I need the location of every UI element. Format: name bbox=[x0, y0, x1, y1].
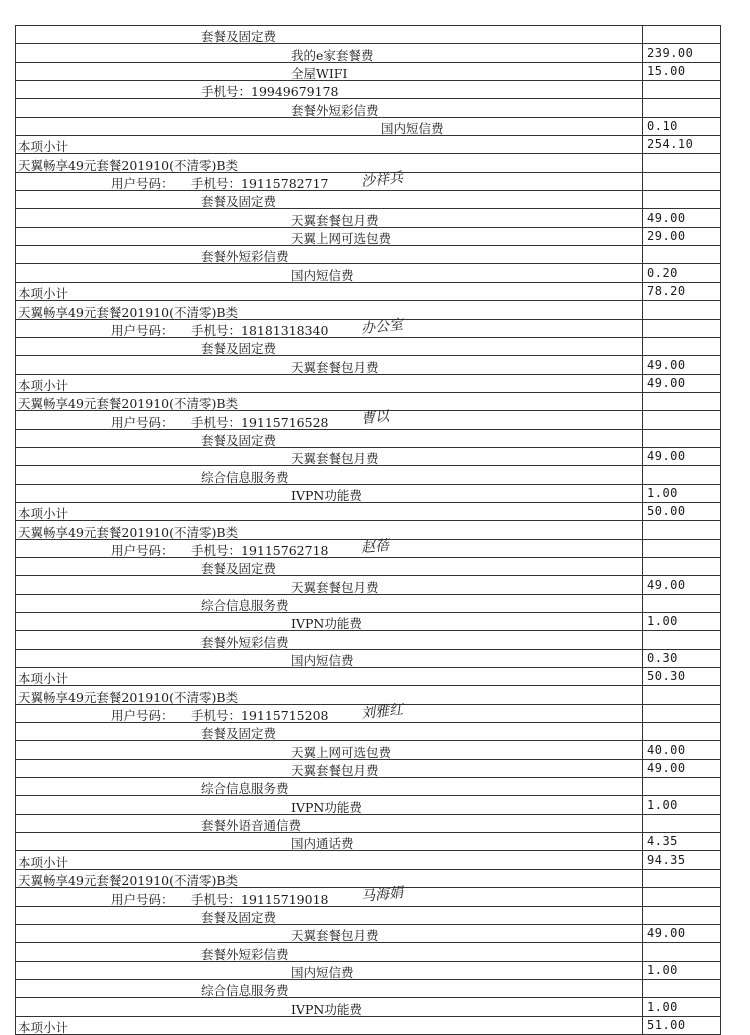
table-row bbox=[15, 263, 721, 281]
fee-item-label: 套餐及固定费 bbox=[201, 194, 277, 210]
fee-item-label: 综合信息服务费 bbox=[201, 469, 289, 485]
item-cell bbox=[15, 301, 643, 318]
phone-number: 手机号：19949679178 bbox=[201, 84, 339, 100]
item-cell bbox=[15, 870, 643, 887]
item-cell bbox=[15, 228, 643, 245]
plan-name: 天翼畅享49元套餐201910(不清零)B类 bbox=[18, 873, 239, 889]
table-row bbox=[15, 169, 721, 192]
table-row bbox=[15, 245, 721, 263]
fee-item-label: 套餐及固定费 bbox=[201, 341, 277, 357]
fee-item-label: 套餐及固定费 bbox=[201, 29, 277, 45]
handwritten-signature: 办公室 bbox=[360, 316, 404, 337]
fee-item-label: IVPN功能费 bbox=[291, 1001, 362, 1017]
table-row bbox=[15, 410, 721, 428]
table-row bbox=[15, 942, 721, 960]
item-cell bbox=[15, 686, 643, 703]
item-cell bbox=[15, 191, 643, 208]
amount-cell bbox=[643, 320, 721, 337]
amount-value: 49.00 bbox=[647, 926, 686, 941]
amount-value: 0.30 bbox=[647, 651, 678, 666]
amount-value: 15.00 bbox=[647, 64, 686, 79]
amount-value: 94.35 bbox=[647, 852, 686, 867]
fee-item-label: 套餐外短彩信费 bbox=[201, 946, 289, 962]
fee-item-label: 天翼套餐包月费 bbox=[291, 928, 379, 944]
amount-cell bbox=[643, 907, 721, 924]
item-cell bbox=[15, 778, 643, 795]
amount-cell bbox=[643, 118, 721, 135]
subtotal-label: 本项小计 bbox=[18, 377, 69, 393]
amount-cell bbox=[643, 411, 721, 428]
fee-item-label: 全屋WIFI bbox=[291, 66, 348, 82]
fee-item-label: 套餐及固定费 bbox=[201, 432, 277, 448]
handwritten-signature: 曹以 bbox=[360, 408, 390, 428]
plan-name: 天翼畅享49元套餐201910(不清零)B类 bbox=[18, 689, 239, 705]
table-row bbox=[15, 502, 721, 520]
table-row bbox=[15, 979, 721, 997]
item-cell bbox=[15, 1017, 643, 1034]
phone-number: 手机号：18181318340 bbox=[191, 322, 329, 338]
fee-item-label: 天翼套餐包月费 bbox=[291, 763, 379, 779]
item-cell bbox=[15, 962, 643, 979]
amount-cell bbox=[643, 962, 721, 979]
table-row bbox=[15, 649, 721, 667]
amount-cell bbox=[643, 173, 721, 190]
table-row bbox=[15, 465, 721, 483]
amount-cell bbox=[643, 503, 721, 520]
phone-number: 手机号：19115762718 bbox=[191, 542, 329, 558]
handwritten-signature: 马海娟 bbox=[360, 884, 404, 906]
phone-wrap bbox=[191, 324, 328, 338]
table-row bbox=[15, 777, 721, 795]
item-cell bbox=[15, 430, 643, 447]
item-cell bbox=[15, 907, 643, 924]
amount-cell bbox=[643, 760, 721, 777]
fee-item-label: 套餐外短彩信费 bbox=[201, 249, 289, 265]
amount-cell bbox=[643, 485, 721, 502]
amount-value: 0.20 bbox=[647, 265, 678, 280]
subtotal-label: 本项小计 bbox=[18, 506, 69, 522]
table-row bbox=[15, 300, 721, 318]
fee-item-label: IVPN功能费 bbox=[291, 616, 362, 632]
item-cell bbox=[15, 44, 643, 61]
table-row bbox=[15, 630, 721, 648]
amount-value: 78.20 bbox=[647, 284, 686, 299]
item-cell bbox=[15, 81, 643, 98]
amount-cell bbox=[643, 448, 721, 465]
table-row bbox=[15, 374, 721, 392]
amount-value: 50.00 bbox=[647, 504, 686, 519]
fee-item-label: 套餐及固定费 bbox=[201, 909, 277, 925]
account-label: 用户号码： bbox=[111, 414, 174, 430]
amount-cell bbox=[643, 338, 721, 355]
phone-number: 手机号：19115719018 bbox=[191, 891, 329, 907]
item-cell bbox=[15, 701, 643, 724]
table-row bbox=[15, 484, 721, 502]
table-row bbox=[15, 355, 721, 373]
table-row bbox=[15, 722, 721, 740]
table-row bbox=[15, 906, 721, 924]
fee-item-label: 天翼套餐包月费 bbox=[291, 212, 379, 228]
amount-cell bbox=[643, 631, 721, 648]
fee-item-label: 套餐外短彩信费 bbox=[291, 102, 379, 118]
amount-cell bbox=[643, 393, 721, 410]
table-row bbox=[15, 447, 721, 465]
phone-wrap bbox=[191, 709, 328, 723]
amount-cell bbox=[643, 1017, 721, 1034]
amount-cell bbox=[643, 154, 721, 171]
handwritten-signature: 赵蓓 bbox=[360, 537, 390, 557]
plan-name: 天翼畅享49元套餐201910(不清零)B类 bbox=[18, 396, 239, 412]
amount-cell bbox=[643, 686, 721, 703]
item-cell bbox=[15, 63, 643, 80]
amount-cell bbox=[643, 650, 721, 667]
amount-cell bbox=[643, 613, 721, 630]
plan-name: 天翼畅享49元套餐201910(不清零)B类 bbox=[18, 524, 239, 540]
amount-value: 254.10 bbox=[647, 137, 694, 152]
account-label: 用户号码： bbox=[111, 542, 174, 558]
table-row bbox=[15, 135, 721, 153]
item-cell bbox=[15, 815, 643, 832]
amount-value: 51.00 bbox=[647, 1017, 686, 1032]
amount-value: 1.00 bbox=[647, 797, 678, 812]
amount-cell bbox=[643, 705, 721, 722]
account-label: 用户号码： bbox=[111, 322, 174, 338]
item-cell bbox=[15, 316, 643, 338]
subtotal-label: 本项小计 bbox=[18, 1019, 69, 1035]
amount-cell bbox=[643, 136, 721, 153]
amount-cell bbox=[643, 540, 721, 557]
item-cell bbox=[15, 246, 643, 263]
account-label: 用户号码： bbox=[111, 708, 174, 724]
amount-cell bbox=[643, 246, 721, 263]
handwritten-signature: 刘雅红 bbox=[360, 701, 404, 722]
item-cell bbox=[15, 356, 643, 373]
amount-value: 49.00 bbox=[647, 357, 686, 372]
table-row bbox=[15, 1016, 721, 1035]
fee-item-label: 国内通话费 bbox=[291, 836, 354, 852]
phone-wrap bbox=[191, 177, 328, 191]
amount-value: 49.00 bbox=[647, 375, 686, 390]
table-row bbox=[15, 153, 721, 171]
item-cell bbox=[15, 943, 643, 960]
item-cell bbox=[15, 448, 643, 465]
fee-item-label: 国内短信费 bbox=[291, 267, 354, 283]
amount-cell bbox=[643, 796, 721, 813]
fee-item-label: 套餐及固定费 bbox=[201, 726, 277, 742]
item-cell bbox=[15, 760, 643, 777]
subtotal-label: 本项小计 bbox=[18, 671, 69, 687]
item-cell bbox=[15, 264, 643, 281]
item-cell bbox=[15, 576, 643, 593]
item-cell bbox=[15, 169, 643, 192]
item-cell bbox=[15, 998, 643, 1015]
amount-cell bbox=[643, 851, 721, 868]
table-row bbox=[15, 429, 721, 447]
amount-value: 40.00 bbox=[647, 742, 686, 757]
table-row bbox=[15, 884, 721, 907]
item-cell bbox=[15, 925, 643, 942]
fee-item-label: 综合信息服务费 bbox=[201, 598, 289, 613]
amount-cell bbox=[643, 778, 721, 795]
amount-cell bbox=[643, 595, 721, 612]
item-cell bbox=[15, 884, 643, 907]
fee-item-label: 天翼套餐包月费 bbox=[291, 359, 379, 375]
amount-cell bbox=[643, 723, 721, 740]
table-row bbox=[15, 575, 721, 593]
table-row bbox=[15, 337, 721, 355]
item-cell bbox=[15, 833, 643, 850]
amount-cell bbox=[643, 375, 721, 392]
item-cell bbox=[15, 537, 643, 558]
amount-cell bbox=[643, 888, 721, 905]
table-row bbox=[15, 759, 721, 777]
item-cell bbox=[15, 118, 643, 135]
subtotal-label: 本项小计 bbox=[18, 286, 69, 302]
item-cell bbox=[15, 980, 643, 997]
item-cell bbox=[15, 393, 643, 410]
table-row bbox=[15, 117, 721, 135]
item-cell bbox=[15, 485, 643, 502]
table-row bbox=[15, 43, 721, 61]
account-label: 用户号码： bbox=[111, 891, 174, 907]
item-cell bbox=[15, 521, 643, 538]
plan-name: 天翼畅享49元套餐201910(不清零)B类 bbox=[18, 157, 239, 173]
table-row bbox=[15, 316, 721, 338]
subtotal-label: 本项小计 bbox=[18, 854, 69, 870]
item-cell bbox=[15, 136, 643, 153]
amount-cell bbox=[643, 980, 721, 997]
amount-cell bbox=[643, 815, 721, 832]
fee-item-label: 天翼上网可选包费 bbox=[291, 744, 392, 760]
amount-cell bbox=[643, 81, 721, 98]
amount-value: 1.00 bbox=[647, 999, 678, 1014]
amount-cell bbox=[643, 870, 721, 887]
item-cell bbox=[15, 631, 643, 648]
table-row bbox=[15, 740, 721, 758]
amount-value: 239.00 bbox=[647, 45, 694, 60]
phone-number: 手机号：19115782717 bbox=[191, 176, 329, 192]
table-row bbox=[15, 25, 721, 43]
amount-value: 49.00 bbox=[647, 210, 686, 225]
amount-value: 50.30 bbox=[647, 669, 686, 684]
amount-cell bbox=[643, 356, 721, 373]
table-row bbox=[15, 208, 721, 226]
fee-item-label: IVPN功能费 bbox=[291, 487, 362, 503]
table-row bbox=[15, 685, 721, 703]
amount-cell bbox=[643, 228, 721, 245]
table-row bbox=[15, 701, 721, 724]
item-cell bbox=[15, 466, 643, 483]
amount-value: 0.10 bbox=[647, 119, 678, 134]
amount-cell bbox=[643, 925, 721, 942]
table-row bbox=[15, 832, 721, 850]
item-cell bbox=[15, 209, 643, 226]
amount-cell bbox=[643, 998, 721, 1015]
amount-cell bbox=[643, 26, 721, 43]
table-row bbox=[15, 594, 721, 612]
billing-table bbox=[15, 25, 721, 1035]
phone-wrap bbox=[191, 893, 328, 907]
table-row bbox=[15, 667, 721, 685]
amount-value: 4.35 bbox=[647, 834, 678, 849]
item-cell bbox=[15, 99, 643, 116]
amount-value: 49.00 bbox=[647, 449, 686, 464]
table-row bbox=[15, 924, 721, 942]
amount-value: 29.00 bbox=[647, 229, 686, 244]
table-row bbox=[15, 961, 721, 979]
plan-name: 天翼畅享49元套餐201910(不清零)B类 bbox=[18, 304, 239, 320]
table-row bbox=[15, 850, 721, 868]
item-cell bbox=[15, 283, 643, 300]
amount-cell bbox=[643, 264, 721, 281]
item-cell bbox=[15, 375, 643, 392]
table-row bbox=[15, 62, 721, 80]
phone-wrap bbox=[191, 544, 328, 558]
amount-value: 1.00 bbox=[647, 614, 678, 629]
item-cell bbox=[15, 613, 643, 630]
fee-item-label: 综合信息服务费 bbox=[201, 983, 289, 999]
fee-item-label: 套餐及固定费 bbox=[201, 561, 277, 577]
amount-cell bbox=[643, 430, 721, 447]
fee-item-label: 国内短信费 bbox=[291, 964, 354, 980]
item-cell bbox=[15, 851, 643, 868]
amount-cell bbox=[643, 466, 721, 483]
table-row bbox=[15, 795, 721, 813]
item-cell bbox=[15, 503, 643, 520]
amount-cell bbox=[643, 558, 721, 575]
amount-cell bbox=[643, 301, 721, 318]
amount-cell bbox=[643, 576, 721, 593]
amount-cell bbox=[643, 99, 721, 116]
fee-item-label: 我的e家套餐费 bbox=[291, 47, 374, 63]
fee-item-label: 天翼套餐包月费 bbox=[291, 579, 379, 595]
amount-cell bbox=[643, 833, 721, 850]
fee-item-label: 套餐外短彩信费 bbox=[201, 634, 289, 650]
table-row bbox=[15, 557, 721, 575]
item-cell bbox=[15, 650, 643, 667]
phone-number: 手机号：19115715208 bbox=[191, 708, 329, 724]
phone-wrap bbox=[191, 416, 328, 430]
phone-number: 手机号：19115716528 bbox=[191, 414, 329, 430]
amount-cell bbox=[643, 283, 721, 300]
amount-cell bbox=[643, 943, 721, 960]
table-row bbox=[15, 190, 721, 208]
table-row bbox=[15, 98, 721, 116]
fee-item-label: 国内短信费 bbox=[381, 121, 444, 137]
amount-cell bbox=[643, 44, 721, 61]
table-row bbox=[15, 227, 721, 245]
item-cell bbox=[15, 338, 643, 355]
item-cell bbox=[15, 595, 643, 612]
amount-cell bbox=[643, 521, 721, 538]
fee-item-label: 国内短信费 bbox=[291, 653, 354, 669]
subtotal-label: 本项小计 bbox=[18, 139, 69, 155]
table-row bbox=[15, 282, 721, 300]
table-row bbox=[15, 80, 721, 98]
amount-cell bbox=[643, 191, 721, 208]
item-cell bbox=[15, 723, 643, 740]
amount-cell bbox=[643, 209, 721, 226]
amount-value: 1.00 bbox=[647, 485, 678, 500]
table-row bbox=[15, 612, 721, 630]
amount-value: 49.00 bbox=[647, 761, 686, 776]
account-label: 用户号码： bbox=[111, 176, 174, 192]
amount-value: 49.00 bbox=[647, 577, 686, 592]
amount-cell bbox=[643, 741, 721, 758]
fee-item-label: 综合信息服务费 bbox=[201, 781, 289, 797]
handwritten-signature: 沙祥兵 bbox=[360, 169, 404, 190]
item-cell bbox=[15, 408, 643, 430]
item-cell bbox=[15, 741, 643, 758]
item-cell bbox=[15, 26, 643, 43]
table-row bbox=[15, 539, 721, 557]
fee-item-label: IVPN功能费 bbox=[291, 799, 362, 815]
fee-item-label: 天翼套餐包月费 bbox=[291, 451, 379, 467]
item-cell bbox=[15, 796, 643, 813]
item-cell bbox=[15, 668, 643, 685]
amount-value: 1.00 bbox=[647, 962, 678, 977]
table-row bbox=[15, 814, 721, 832]
item-cell bbox=[15, 154, 643, 171]
item-cell bbox=[15, 558, 643, 575]
fee-item-label: 套餐外语音通信费 bbox=[201, 818, 302, 834]
amount-cell bbox=[643, 668, 721, 685]
fee-item-label: 天翼上网可选包费 bbox=[291, 231, 392, 247]
amount-cell bbox=[643, 63, 721, 80]
